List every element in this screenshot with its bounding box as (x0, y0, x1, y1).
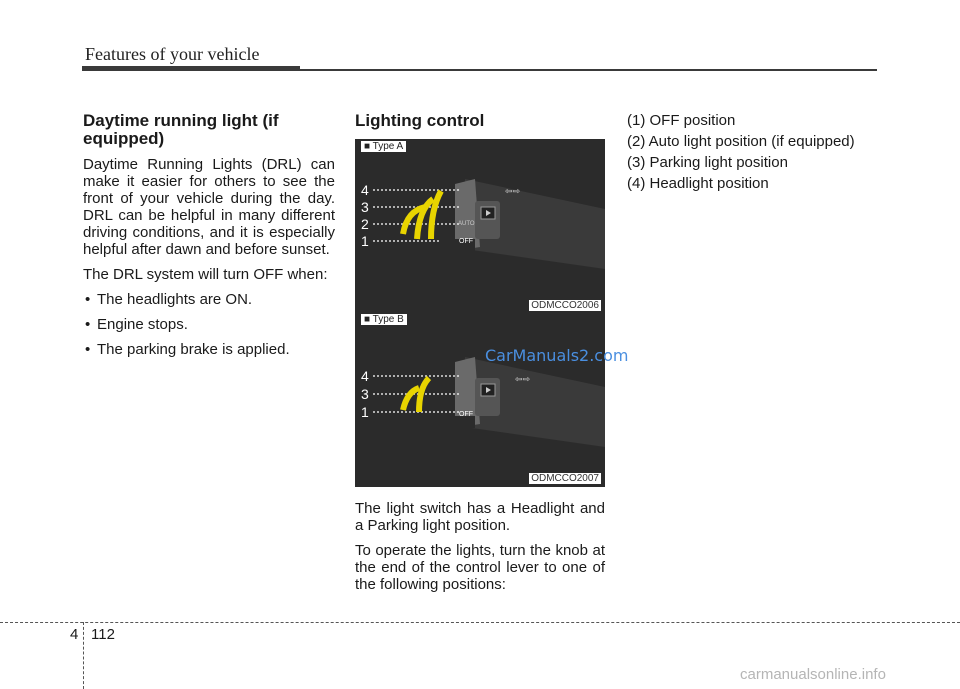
header-title: Features of your vehicle (85, 44, 260, 64)
figure-b-label-3: 3 (361, 386, 369, 402)
figure-b-off-label: OFF (459, 411, 473, 418)
header-rule-thin (300, 69, 877, 71)
position-item: (3) Parking light position (627, 154, 788, 171)
lighting-para-2: To operate the lights, turn the knob at the end of the control lever to one of the following positions: (355, 542, 605, 593)
header-rule-thick (82, 66, 300, 71)
drl-bullet-list (83, 291, 335, 358)
svg-text:⇦⇨: ⇦⇨ (515, 375, 531, 385)
figure-a-labels (355, 139, 605, 314)
footer-site: carmanualsonline.info (740, 666, 886, 683)
page-number: 112 (91, 626, 115, 643)
watermark: CarManuals2.com (485, 346, 629, 365)
figure-a-auto-label: AUTO (458, 221, 475, 227)
position-item: (1) OFF position (627, 112, 736, 129)
position-item: (2) Auto light position (if equipped) (627, 133, 855, 150)
figure-b-code: ODMCCO2007 (531, 473, 599, 484)
position-list (627, 112, 887, 196)
figure-type-a (355, 139, 605, 314)
drl-bullet: • The headlights are ON. (83, 291, 335, 308)
figure-a-off-label: OFF (459, 238, 473, 245)
drl-section (83, 112, 335, 366)
footer-divider (83, 622, 84, 689)
figure-a-code: ODMCCO2006 (531, 300, 599, 311)
lighting-heading: Lighting control (355, 111, 485, 130)
figure-type-b (355, 312, 605, 487)
lighting-body (355, 500, 605, 601)
footer-rule (0, 622, 960, 623)
figure-a-label-2: 2 (361, 216, 369, 232)
figure-b-labels (355, 312, 605, 487)
drl-off-intro: The DRL system will turn OFF when: (83, 266, 328, 283)
lighting-para-1: The light switch has a Headlight and a Parking light position. (355, 500, 605, 534)
figure-b-type-label: ■ Type B (361, 314, 407, 325)
drl-heading: Daytime running light (if equipped) (83, 111, 279, 148)
drl-bullet: • Engine stops. (83, 316, 335, 333)
drl-bullet: • The parking brake is applied. (83, 341, 335, 358)
figure-a-label-4: 4 (361, 182, 369, 198)
figure-b-label-1: 1 (361, 404, 369, 420)
chapter-number: 4 (70, 626, 79, 643)
figure-b-label-4: 4 (361, 368, 369, 384)
figure-a-label-3: 3 (361, 199, 369, 215)
svg-text:⇦⇨: ⇦⇨ (505, 187, 521, 197)
figure-a-type-label: ■ Type A (361, 141, 406, 152)
figure-a-label-1: 1 (361, 233, 369, 249)
position-item: (4) Headlight position (627, 175, 769, 192)
drl-body: Daytime Running Lights (DRL) can make it easier for others to see the front of your vehicle during the day. DRL can be helpful in many different driving conditions, and it is especially helpful after dawn and before sunset. (83, 156, 335, 258)
lighting-heading-wrap (355, 112, 605, 138)
